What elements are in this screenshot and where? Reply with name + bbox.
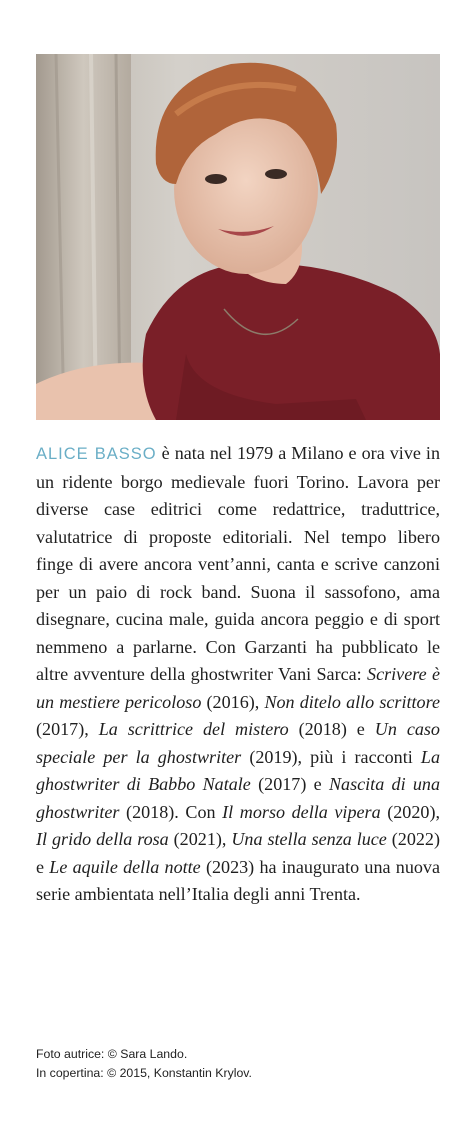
book-title: Il grido della rosa [36,829,169,849]
bio-text: è nata nel 1979 a Milano e ora vive in un ridente borgo medievale fuori Torino. Lavora per diverse case editrici come redattrice, traduttrice, valutatrice di proposte editoriali. Nel tempo libero finge di avere ancora vent’anni, canta e scrive canzoni per un paio di rock band. Suona il sassofono, ama disegnare, cucina male, guida ancora peggio e di sport nemmeno a parlarne. Con Garzanti ha pubblicato le altre avventure della ghostwriter Vani Sarca: [36,443,440,684]
book-title: Non ditelo allo scrittore [264,691,441,712]
bio-text: (2023) ha inaugurato una nuova serie ambientata nell’Italia degli anni Trenta. [36,856,440,904]
author-name: ALICE BASSO [36,445,157,463]
image-credits [36,1045,440,1083]
book-title: Una stella senza luce [231,829,387,849]
bio-text: (2022) e [36,829,441,877]
bio-text: (2017), [36,719,99,739]
cover-credit: In copertina: © 2015, Konstantin Krylov. [36,1066,252,1080]
bio-text: (2018) e [288,719,375,739]
book-title: La scrittrice del mistero [98,719,289,739]
author-photo [36,54,440,420]
book-title: Il morso della vipera [222,801,381,822]
bio-text: (2016), [201,691,265,712]
author-biography [36,440,440,909]
bio-text: (2021), [168,829,232,849]
bio-text: (2017) e [250,774,329,794]
author-portrait-icon [36,54,440,420]
book-title: Nascita di una ghostwriter [36,774,441,822]
bio-text: (2020), [380,801,440,822]
book-title: Scrivere è un mestiere pericoloso [36,664,440,712]
book-title: Le aquile della notte [49,856,201,877]
book-title: La ghostwriter di Babbo Natale [36,746,440,794]
book-title: Un caso speciale per la ghostwriter [36,719,440,767]
photo-credit: Foto autrice: © Sara Lando. [36,1047,188,1061]
bio-text: (2019), più i racconti [241,746,421,767]
bio-text: (2018). Con [119,801,223,822]
